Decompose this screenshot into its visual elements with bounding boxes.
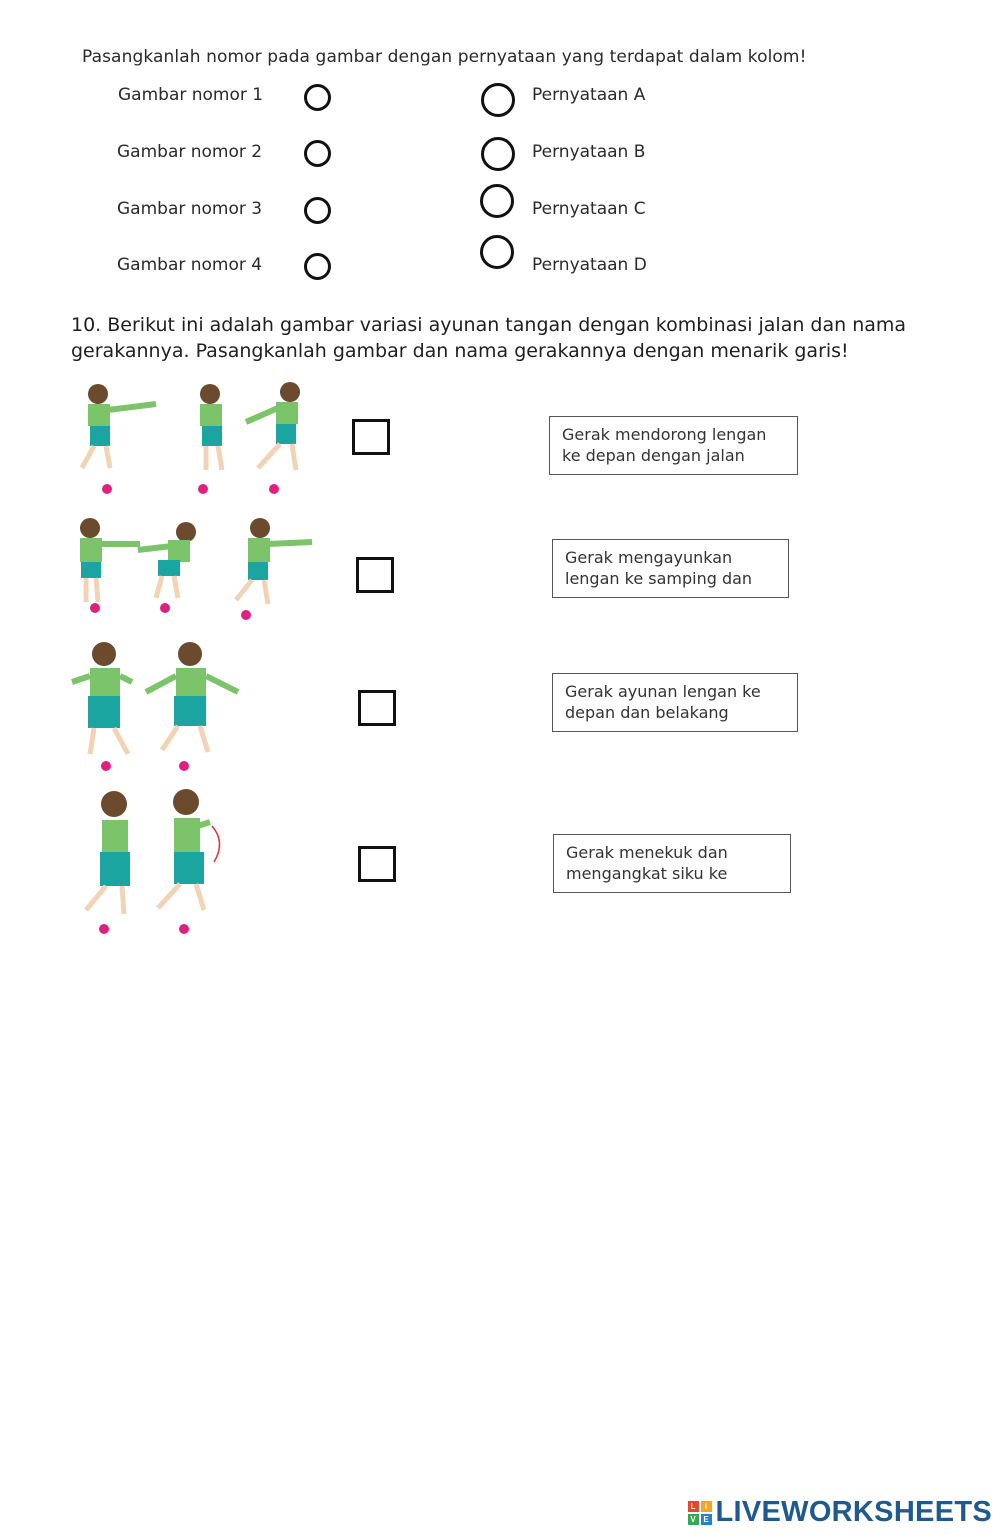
left-connector-3[interactable] <box>304 197 331 224</box>
answer-box-3[interactable] <box>358 690 396 726</box>
logo-text: LIVEWORKSHEETS <box>715 1496 992 1528</box>
figure-row-2-illustration <box>68 514 328 624</box>
left-connector-1[interactable] <box>304 84 331 111</box>
left-item-3: Gambar nomor 3 <box>117 199 263 219</box>
left-item-1: Gambar nomor 1 <box>118 85 264 105</box>
matching-instruction: Pasangkanlah nomor pada gambar dengan pernyataan yang terdapat dalam kolom! <box>82 47 807 67</box>
left-connector-2[interactable] <box>304 140 331 167</box>
logo-grid-icon <box>688 1501 712 1525</box>
child-figure <box>200 384 222 470</box>
right-item-d: Pernyataan D <box>532 255 647 275</box>
right-connector-b[interactable] <box>481 137 515 171</box>
left-connector-4[interactable] <box>304 253 331 280</box>
answer-box-1[interactable] <box>352 419 390 455</box>
left-item-2: Gambar nomor 2 <box>117 142 263 162</box>
figure-row-3-illustration <box>66 636 246 776</box>
answer-box-4[interactable] <box>358 846 396 882</box>
figure-row-4-illustration <box>70 786 230 936</box>
left-item-4: Gambar nomor 4 <box>117 255 263 275</box>
question-10-text: 10. Berikut ini adalah gambar variasi ayunan tangan dengan kombinasi jalan dan nama gerakannya. Pasangkanlah gambar dan nama gerakannya dengan menarik garis! <box>71 314 907 362</box>
right-connector-a[interactable] <box>481 83 515 117</box>
statement-box-3: Gerak ayunan lengan ke depan dan belakang <box>552 673 798 732</box>
logo-letter: E <box>701 1514 712 1525</box>
right-connector-c[interactable] <box>480 184 514 218</box>
statement-box-4: Gerak menekuk dan mengangkat siku ke <box>553 834 791 893</box>
right-item-a: Pernyataan A <box>532 85 646 105</box>
statement-box-1: Gerak mendorong lengan ke depan dengan jalan <box>549 416 798 475</box>
logo-letter: I <box>701 1501 712 1512</box>
child-figure <box>246 382 300 470</box>
logo-letter: V <box>688 1514 699 1525</box>
statement-box-2: Gerak mengayunkan lengan ke samping dan <box>552 539 789 598</box>
figure-row-1-illustration <box>68 378 340 498</box>
right-connector-d[interactable] <box>480 235 514 269</box>
right-item-c: Pernyataan C <box>532 199 646 219</box>
logo-letter: L <box>688 1501 699 1512</box>
answer-box-2[interactable] <box>356 557 394 593</box>
child-figure <box>82 384 156 468</box>
right-item-b: Pernyataan B <box>532 142 646 162</box>
liveworksheets-logo <box>688 1496 993 1529</box>
